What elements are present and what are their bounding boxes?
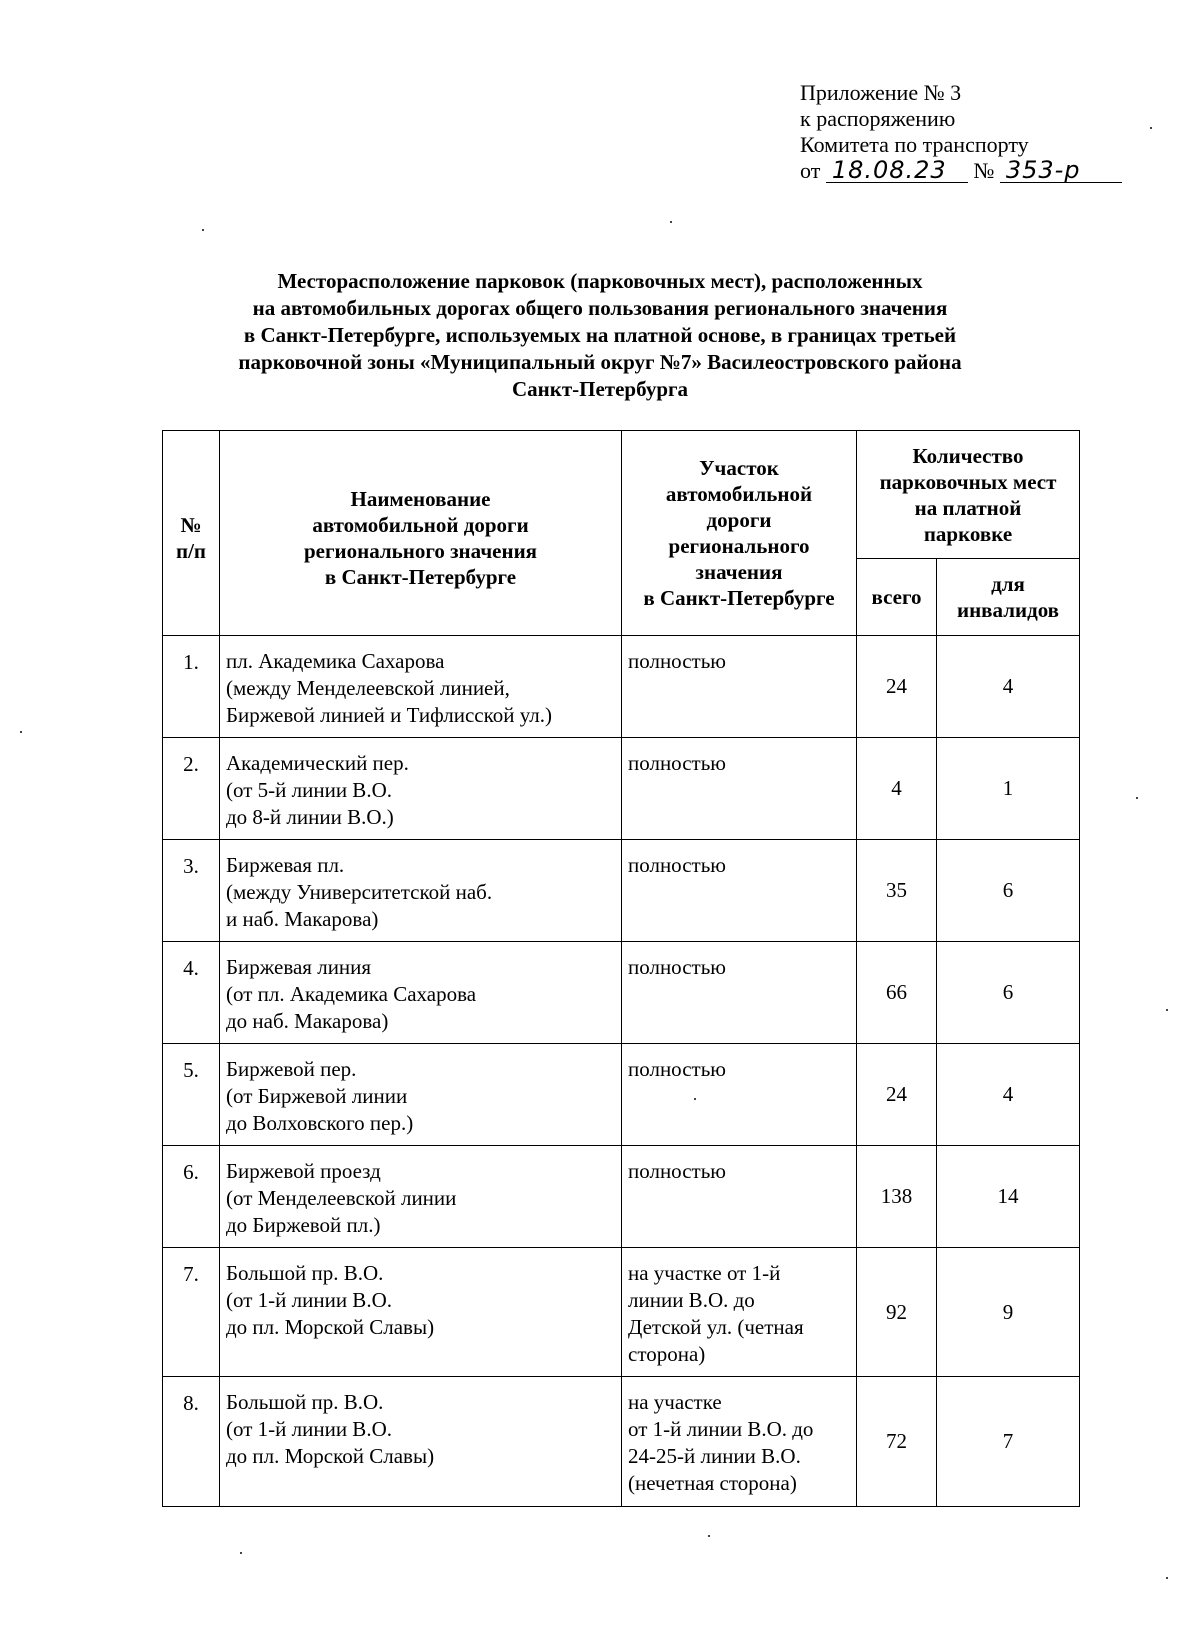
road-segment-line: 24-25-й линии В.О. xyxy=(628,1444,801,1468)
total-spaces: 35 xyxy=(857,840,937,942)
road-name-line: до Биржевой пл.) xyxy=(226,1213,381,1237)
title-line-4: парковочной зоны «Муниципальный округ №7» Василеостровского района xyxy=(238,350,962,374)
document-title xyxy=(150,268,1050,403)
road-segment-line: на участке от 1-й xyxy=(628,1261,781,1285)
date-prefix: от xyxy=(800,158,821,183)
scan-speck xyxy=(670,221,672,223)
header-road-name-line-2: автомобильной дороги xyxy=(312,513,529,537)
header-count-line-4: парковке xyxy=(923,521,1013,546)
road-name-line: Биржевой линией и Тифлисской ул.) xyxy=(226,703,553,727)
total-spaces: 4 xyxy=(857,738,937,840)
total-spaces: 24 xyxy=(857,636,937,738)
appendix-date-line xyxy=(800,158,1160,184)
road-name-cell xyxy=(220,942,622,1044)
road-name-cell xyxy=(220,1248,622,1377)
road-name-line: (от 5-й линии В.О. xyxy=(226,778,392,802)
road-segment-line: сторона) xyxy=(628,1342,706,1366)
header-segment-line-2: автомобильной xyxy=(665,482,813,506)
total-spaces: 92 xyxy=(857,1248,937,1377)
row-number: 1. xyxy=(163,636,220,738)
road-name-line: Академический пер. xyxy=(226,751,409,775)
header-disabled xyxy=(937,559,1080,636)
total-spaces: 66 xyxy=(857,942,937,1044)
row-number: 6. xyxy=(163,1146,220,1248)
road-segment-cell xyxy=(622,1146,857,1248)
road-segment-line: полностью xyxy=(628,649,726,673)
scan-speck xyxy=(694,1098,696,1100)
row-number: 5. xyxy=(163,1044,220,1146)
road-segment-line: полностью xyxy=(628,1159,726,1183)
header-number-line-2: п/п xyxy=(175,539,207,563)
road-name-line: (между Менделеевской линией, xyxy=(226,676,510,700)
header-road-name-line-3: регионального значения xyxy=(303,539,538,563)
total-spaces: 138 xyxy=(857,1146,937,1248)
appendix-line-3: Комитета по транспорту xyxy=(800,132,1029,157)
road-name-line: пл. Академика Сахарова xyxy=(226,649,445,673)
road-segment-cell xyxy=(622,738,857,840)
disabled-spaces: 1 xyxy=(937,738,1080,840)
header-count-line-3: на платной xyxy=(914,495,1022,520)
table-row xyxy=(163,1377,1080,1507)
header-segment-line-3: дороги xyxy=(706,508,772,532)
appendix-block xyxy=(800,80,1160,184)
road-segment-line: полностью xyxy=(628,751,726,775)
parking-table xyxy=(162,430,1080,1507)
title-line-1: Месторасположение парковок (парковочных мест), расположенных xyxy=(277,269,923,293)
appendix-line-1: Приложение № 3 xyxy=(800,80,962,105)
scan-speck xyxy=(20,731,22,733)
table-body xyxy=(163,636,1080,1507)
number-prefix: № xyxy=(973,158,995,183)
road-segment-cell xyxy=(622,1044,857,1146)
road-segment-line: полностью xyxy=(628,955,726,979)
table-row xyxy=(163,738,1080,840)
road-name-line: до Волховского пер.) xyxy=(226,1111,414,1135)
road-segment-line: полностью xyxy=(628,853,726,877)
scan-speck xyxy=(1166,1009,1168,1011)
road-segment-line: линии В.О. до xyxy=(628,1288,755,1312)
road-name-line: до пл. Морской Славы) xyxy=(226,1315,435,1339)
table-row xyxy=(163,1044,1080,1146)
road-name-cell xyxy=(220,636,622,738)
row-number: 2. xyxy=(163,738,220,840)
header-road-name xyxy=(220,431,622,636)
road-name-cell xyxy=(220,840,622,942)
row-number: 3. xyxy=(163,840,220,942)
header-segment-line-4: регионального xyxy=(668,534,810,558)
row-number: 8. xyxy=(163,1377,220,1507)
table-row xyxy=(163,1248,1080,1377)
header-count-line-1: Количество xyxy=(912,443,1024,468)
road-name-line: Большой пр. В.О. xyxy=(226,1261,384,1285)
road-name-line: (от 1-й линии В.О. xyxy=(226,1417,392,1441)
header-segment-line-1: Участок xyxy=(699,456,779,480)
road-name-cell xyxy=(220,1146,622,1248)
road-segment-cell xyxy=(622,636,857,738)
road-name-line: Большой пр. В.О. xyxy=(226,1390,384,1414)
road-name-cell xyxy=(220,738,622,840)
road-segment-cell xyxy=(622,1377,857,1507)
disabled-spaces: 9 xyxy=(937,1248,1080,1377)
header-road-name-line-1: Наименование xyxy=(350,487,491,511)
road-name-cell xyxy=(220,1377,622,1507)
disabled-spaces: 4 xyxy=(937,1044,1080,1146)
road-name-line: (от 1-й линии В.О. xyxy=(226,1288,392,1312)
scan-speck xyxy=(708,1535,710,1537)
disabled-spaces: 7 xyxy=(937,1377,1080,1507)
road-name-line: Биржевой пер. xyxy=(226,1057,357,1081)
handwritten-number: 353-р xyxy=(1000,158,1122,183)
row-number: 4. xyxy=(163,942,220,1044)
table-row xyxy=(163,636,1080,738)
scan-speck xyxy=(1150,127,1152,129)
scan-speck xyxy=(240,1552,242,1554)
road-segment-line: полностью xyxy=(628,1057,726,1081)
title-line-3: в Санкт-Петербурге, используемых на платной основе, в границах третьей xyxy=(243,323,957,347)
header-road-segment xyxy=(622,431,857,636)
road-name-line: (от пл. Академика Сахарова xyxy=(226,982,477,1006)
road-name-line: до пл. Морской Славы) xyxy=(226,1444,435,1468)
disabled-spaces: 6 xyxy=(937,942,1080,1044)
total-spaces: 72 xyxy=(857,1377,937,1507)
road-name-line: Биржевая пл. xyxy=(226,853,345,877)
road-name-line: (от Биржевой линии xyxy=(226,1084,408,1108)
road-name-line: Биржевой проезд xyxy=(226,1159,381,1183)
row-number: 7. xyxy=(163,1248,220,1377)
header-number-line-1: № xyxy=(180,513,202,537)
handwritten-date: 18.08.23 xyxy=(826,158,968,183)
title-line-2: на автомобильных дорогах общего пользования регионального значения xyxy=(252,296,948,320)
scan-speck xyxy=(202,229,204,231)
road-name-line: (между Университетской наб. xyxy=(226,880,493,904)
header-parking-count xyxy=(857,431,1080,559)
road-name-line: и наб. Макарова) xyxy=(226,907,379,931)
appendix-line-2: к распоряжению xyxy=(800,106,956,131)
road-segment-line: (нечетная сторона) xyxy=(628,1471,797,1495)
road-name-line: (от Менделеевской линии xyxy=(226,1186,457,1210)
road-name-cell xyxy=(220,1044,622,1146)
road-segment-line: на участке xyxy=(628,1390,722,1414)
header-road-name-line-4: в Санкт-Петербурге xyxy=(324,565,517,589)
disabled-spaces: 4 xyxy=(937,636,1080,738)
road-name-line: до наб. Макарова) xyxy=(226,1009,389,1033)
scan-speck xyxy=(1166,1577,1168,1579)
header-total: всего xyxy=(857,559,937,636)
header-disabled-line-1: для xyxy=(991,572,1025,596)
total-spaces: 24 xyxy=(857,1044,937,1146)
header-disabled-line-2: инвалидов xyxy=(956,598,1060,622)
disabled-spaces: 14 xyxy=(937,1146,1080,1248)
road-segment-cell xyxy=(622,1248,857,1377)
road-segment-line: Детской ул. (четная xyxy=(628,1315,804,1339)
road-segment-cell xyxy=(622,840,857,942)
table-row xyxy=(163,942,1080,1044)
road-segment-cell xyxy=(622,942,857,1044)
header-segment-line-6: в Санкт-Петербурге xyxy=(643,586,835,610)
road-name-line: Биржевая линия xyxy=(226,955,372,979)
table-row xyxy=(163,840,1080,942)
table-row xyxy=(163,1146,1080,1248)
header-number xyxy=(163,431,220,636)
title-line-5: Санкт-Петербурга xyxy=(511,377,689,401)
header-segment-line-5: значения xyxy=(695,560,783,584)
header-count-line-2: парковочных мест xyxy=(879,469,1057,494)
disabled-spaces: 6 xyxy=(937,840,1080,942)
road-name-line: до 8-й линии В.О.) xyxy=(226,805,394,829)
scan-speck xyxy=(1136,797,1138,799)
road-segment-line: от 1-й линии В.О. до xyxy=(628,1417,814,1441)
